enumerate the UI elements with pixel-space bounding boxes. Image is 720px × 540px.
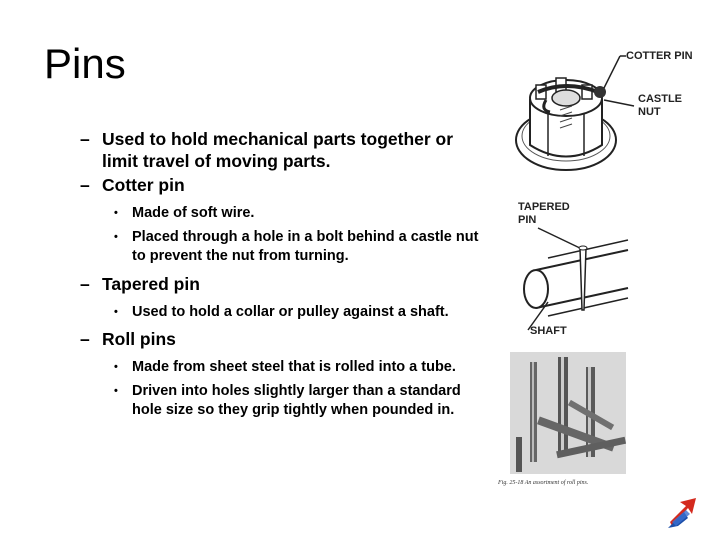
sub-bullet-text: Driven into holes slightly larger than a standard hole size so they grip tightly when pounded in. [132, 382, 461, 418]
bullet-text: Roll pins [102, 329, 176, 349]
tapered-pin-figure [508, 198, 658, 343]
castle-label: CASTLE [638, 93, 682, 105]
pin-label: PIN [518, 214, 537, 226]
slide-title: Pins [44, 40, 126, 87]
bullet-text: Used to hold mechanical parts together or limit travel of moving parts. [102, 129, 454, 171]
bullet-text: Tapered pin [102, 273, 200, 294]
sub-bullet-text: Used to hold a collar or pulley against a shaft. [132, 303, 449, 320]
nut-label: NUT [638, 106, 661, 118]
cotter-pin-label: COTTER PIN [626, 50, 693, 62]
navigation-arrow-icon[interactable] [664, 492, 704, 532]
shaft-label: SHAFT [530, 325, 567, 337]
roll-pins-photo [496, 352, 636, 492]
sub-bullet-item: • Placed through a hole in a bolt behind a castle nut to prevent the nut from turning. [114, 228, 479, 264]
bullet-item: – Used to hold mechanical parts together or limit travel of moving parts. [80, 129, 454, 171]
bullet-item: – Tapered pin [80, 273, 200, 294]
figure-caption: Fig. 25-18 An assortment of roll pins. [498, 480, 589, 486]
bullet-text: Cotter pin [102, 175, 185, 195]
cotter-pin-figure [508, 40, 698, 190]
sub-bullet-text: Placed through a hole in a bolt behind a castle nut to prevent the nut from turning. [132, 228, 479, 264]
sub-bullet-item: • Driven into holes slightly larger than a standard hole size so they grip tightly when pounded in. [114, 382, 461, 418]
sub-bullet-item: • Used to hold a collar or pulley against a shaft. [114, 303, 449, 320]
bullet-item: – Roll pins [80, 329, 176, 349]
sub-bullet-item: • Made of soft wire. [114, 205, 255, 221]
sub-bullet-item: • Made from sheet steel that is rolled into a tube. [114, 359, 456, 375]
sub-bullet-text: Made of soft wire. [132, 205, 255, 221]
bullet-list [80, 128, 480, 425]
bullet-item: – Cotter pin [80, 175, 185, 195]
tapered-label: TAPERED [518, 201, 570, 213]
sub-bullet-text: Made from sheet steel that is rolled into a tube. [132, 359, 456, 375]
